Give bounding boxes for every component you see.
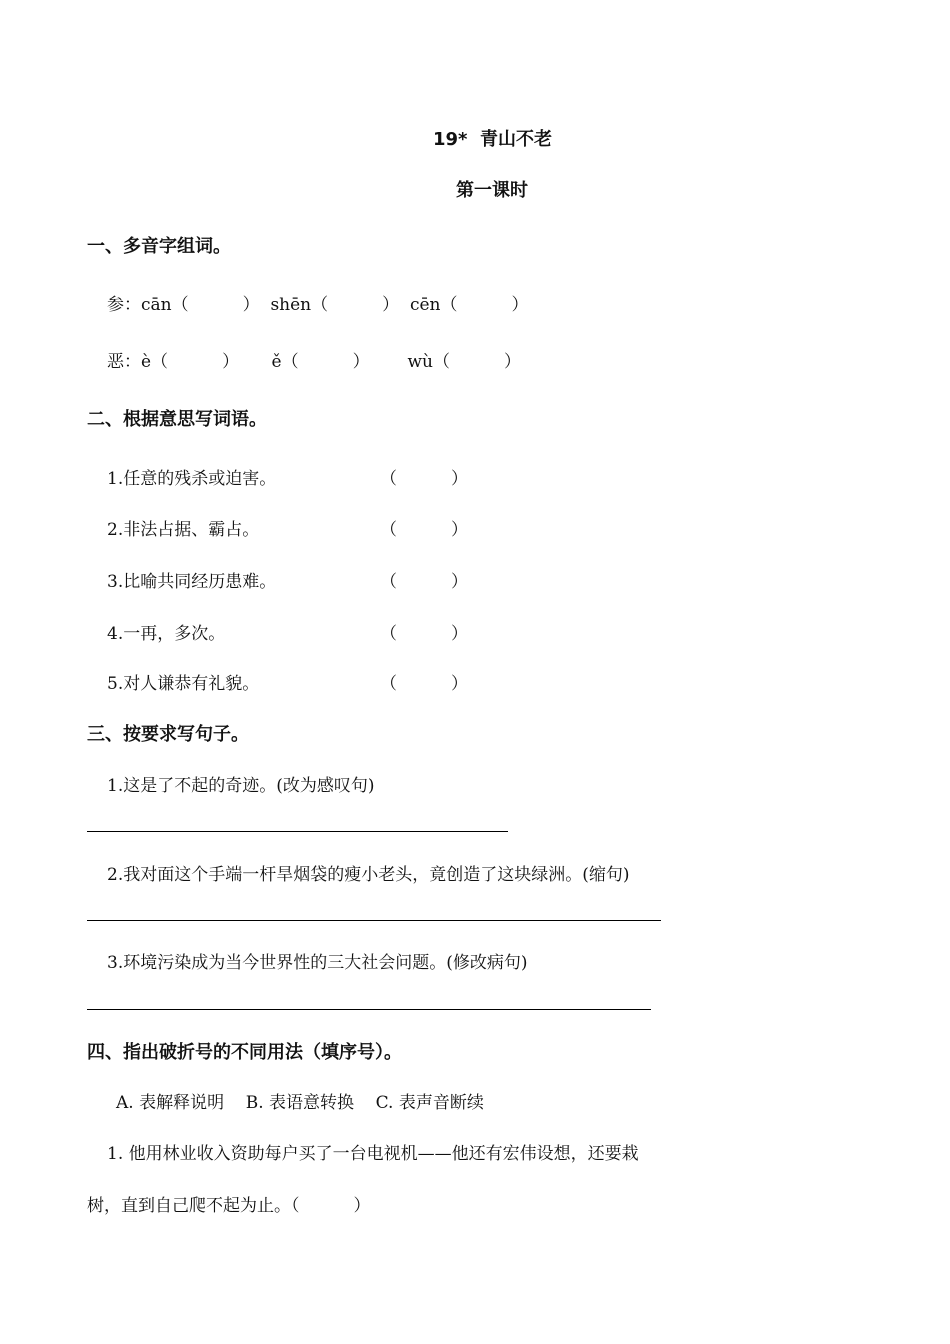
definition-item-1: 1.任意的残杀或迫害。 xyxy=(107,469,277,489)
answer-blank-4[interactable]: （ ） xyxy=(380,624,469,644)
answer-line-3[interactable] xyxy=(87,1009,651,1010)
definition-item-2: 2.非法占据、霸占。 xyxy=(107,520,260,540)
answer-blank-2[interactable]: （ ） xyxy=(380,520,469,540)
section-3-heading: 三、按要求写句子。 xyxy=(87,724,249,745)
page-title: 19* 青山不老 xyxy=(433,129,552,150)
dash-question-1-line-2: 树，直到自己爬不起为止。（ ） xyxy=(87,1196,371,1216)
answer-blank-3[interactable]: （ ） xyxy=(380,572,469,592)
sentence-task-1: 1.这是了不起的奇迹。(改为感叹句) xyxy=(107,776,375,796)
polyphone-row-can: 参：cān（ ） shēn（ ） cēn（ ） xyxy=(107,295,529,315)
polyphone-row-e: 恶：è（ ） ě（ ） wù（ ） xyxy=(107,352,521,372)
dash-question-1-line-1: 1. 他用林业收入资助每户买了一台电视机——他还有宏伟设想，还要栽 xyxy=(107,1144,639,1164)
section-1-heading: 一、多音字组词。 xyxy=(87,236,231,257)
dash-usage-options: A. 表解释说明 B. 表语意转换 C. 表声音断续 xyxy=(116,1093,484,1113)
sentence-task-2: 2.我对面这个手端一杆旱烟袋的瘦小老头，竟创造了这块绿洲。(缩句) xyxy=(107,865,630,885)
page-subtitle: 第一课时 xyxy=(456,180,528,201)
sentence-task-3: 3.环境污染成为当今世界性的三大社会问题。(修改病句) xyxy=(107,953,528,973)
definition-item-4: 4.一再，多次。 xyxy=(107,624,226,644)
definition-item-5: 5.对人谦恭有礼貌。 xyxy=(107,674,260,694)
section-4-heading: 四、指出破折号的不同用法（填序号）。 xyxy=(87,1042,402,1063)
answer-blank-5[interactable]: （ ） xyxy=(380,674,469,694)
definition-item-3: 3.比喻共同经历患难。 xyxy=(107,572,277,592)
section-2-heading: 二、根据意思写词语。 xyxy=(87,409,267,430)
answer-line-1[interactable] xyxy=(87,831,508,832)
answer-line-2[interactable] xyxy=(87,920,661,921)
answer-blank-1[interactable]: （ ） xyxy=(380,469,469,489)
